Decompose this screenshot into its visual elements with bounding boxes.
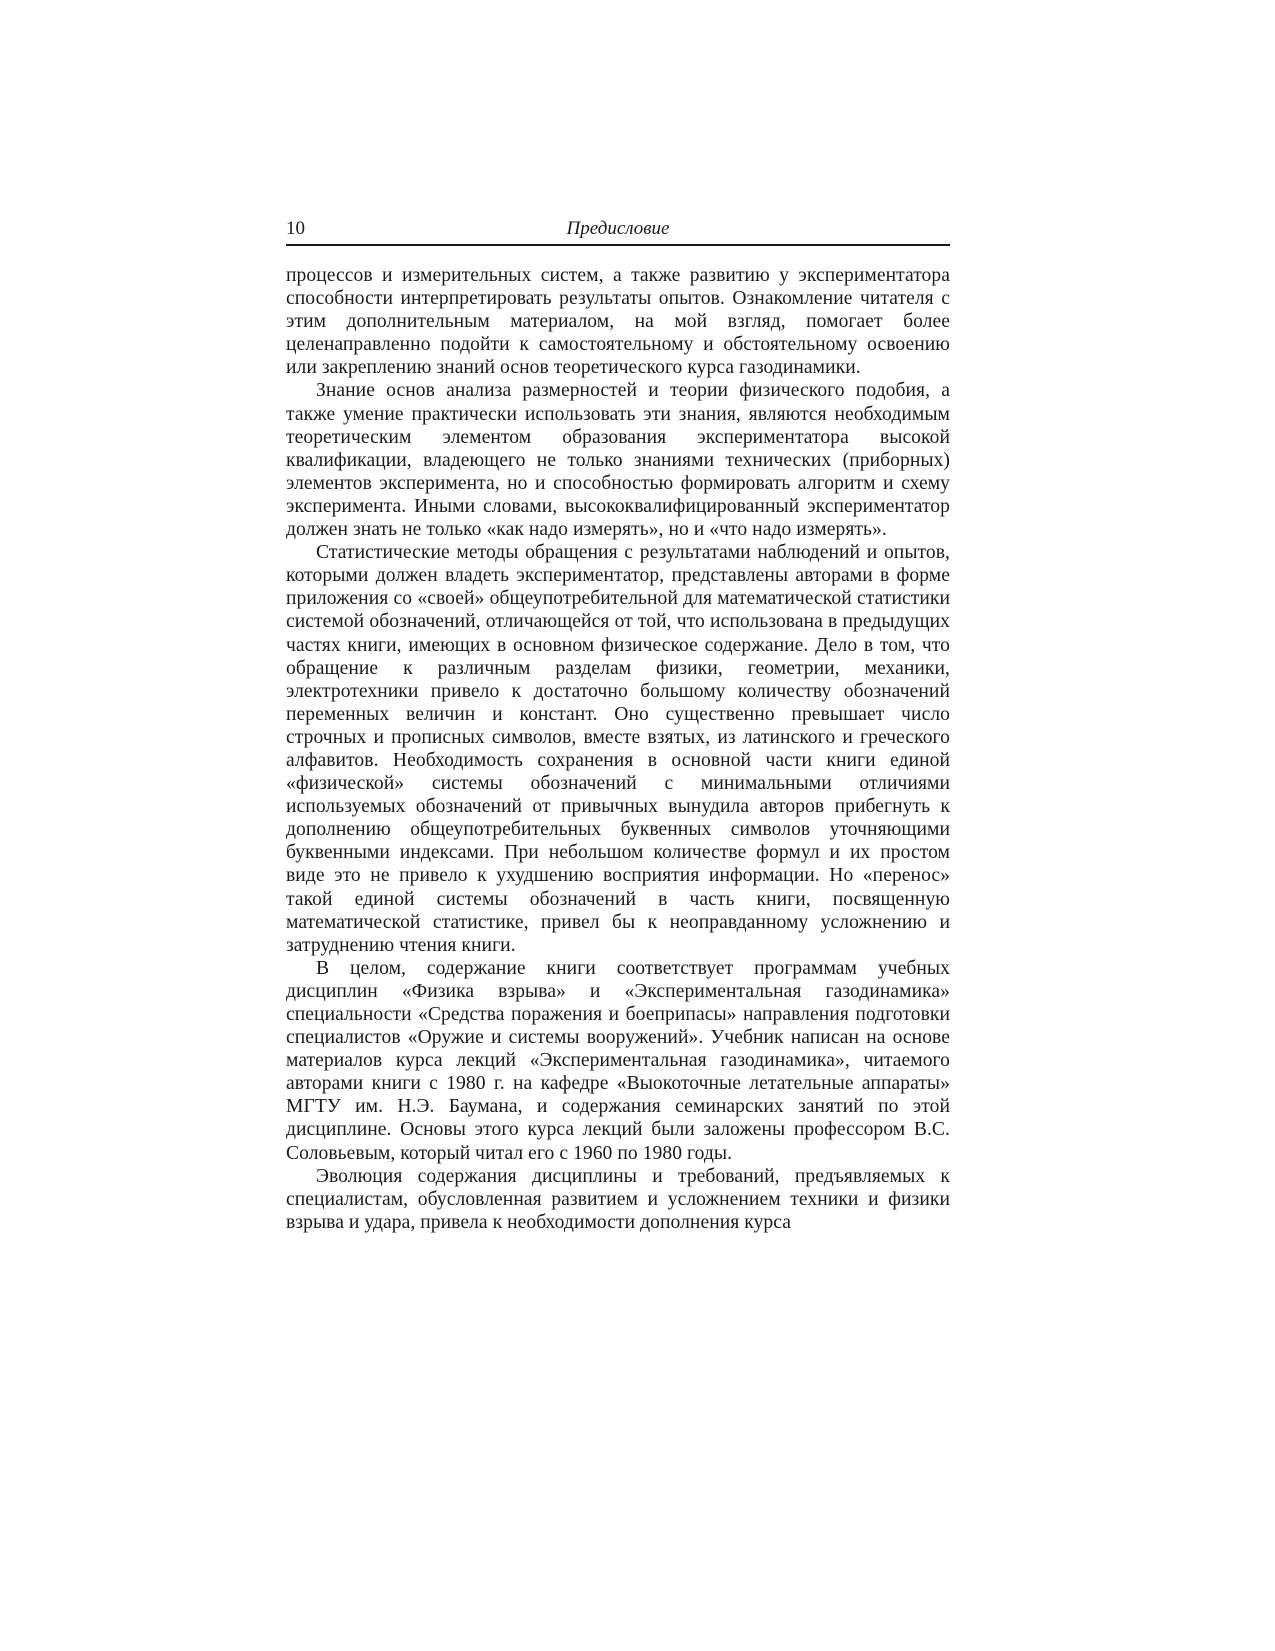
body-text [286, 264, 950, 1234]
section-title: Предисловие [566, 218, 670, 239]
paragraph: Статистические методы обращения с результатами наблюдений и опытов, которыми должен владеть экспериментатор, представлены авторами в форме приложения со «своей» общеупотребительной для математической статистики системой обозначений, отличающейся от той, что использована в предыдущих частях книги, имеющих в основном физическое содержание. Дело в том, что обращение к различным разделам физики, геометрии, механики, электротехники привело к достаточно большому количеству обозначений переменных величин и констант. Оно существенно превышает число строчных и прописных символов, вместе взятых, из латинского и греческого алфавитов. Необходимость сохранения в основной части книги единой «физической» системы обозначений с минимальными отличиями используемых обозначений от привычных вынудила авторов прибегнуть к дополнению общеупотребительных буквенных символов уточняющими буквенными индексами. При небольшом количестве формул и их простом виде это не привело к ухудшению восприятия информации. Но «перенос» такой единой системы обозначений в часть книги, посвященную математической статистике, привел бы к неоправданному усложнению и затруднению чтения книги. [286, 542, 950, 956]
paragraph: В целом, содержание книги соответствует программам учебных дисциплин «Физика взрыва» и «Экспериментальная газодинамика» специальности «Средства поражения и боеприпасы» направления подготовки специалистов «Оружие и системы вооружений». Учебник написан на основе материалов курса лекций «Экспериментальная газодинамика», читаемого авторами книги с 1980 г. на кафедре «Выокоточные летательные аппараты» МГТУ им. Н.Э. Баумана, и содержания семинарских занятий по этой дисциплине. Основы этого курса лекций были заложены профессором В.С. Соловьевым, который читал его с 1960 по 1980 годы. [286, 957, 950, 1164]
paragraph: Знание основ анализа размерностей и теории физического подобия, а также умение практически использовать эти знания, являются необходимым теоретическим элементом образования экспериментатора высокой квалификации, владеющего не только знаниями технических (приборных) элементов эксперимента, но и способностью формировать алгоритм и схему эксперимента. Иными словами, высококвалифицированный экспериментатор должен знать не только «как надо измерять», но и «что надо измерять». [286, 380, 950, 541]
paragraph: Эволюция содержания дисциплины и требований, предъявляемых к специалистам, обусловленная развитием и усложнением техники и физики взрыва и удара, привела к необходимости дополнения курса [286, 1165, 950, 1233]
paragraph: процессов и измерительных систем, а также развитию у экспериментатора способности интерпретировать результаты опытов. Ознакомление читателя с этим дополнительным материалом, на мой взгляд, помогает более целенаправленно подойти к самостоятельному и обстоятельному освоению или закреплению знаний основ теоретического курса газодинамики. [286, 265, 950, 379]
running-head [286, 218, 950, 246]
page-number: 10 [286, 218, 305, 239]
